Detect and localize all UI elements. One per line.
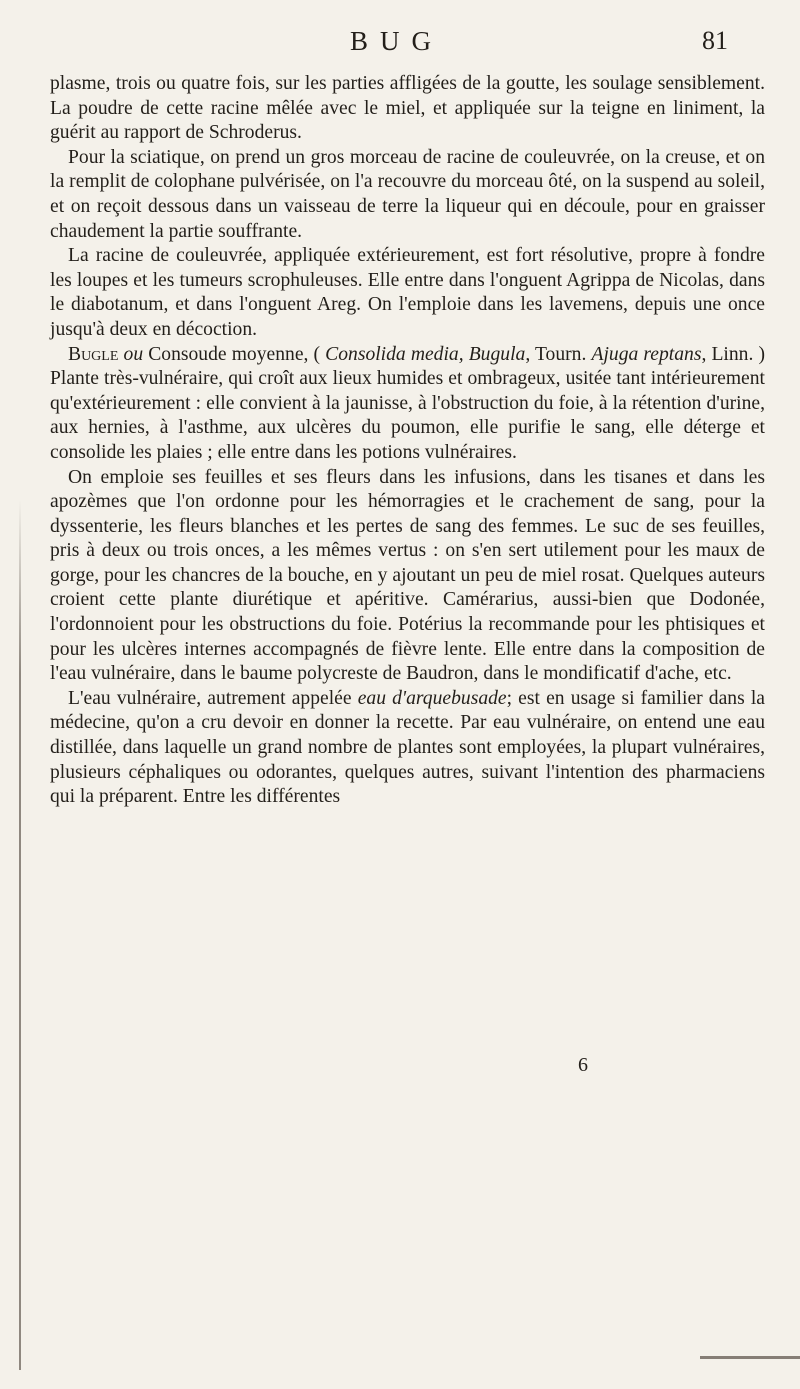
bugle-intro: Consoude moyenne, (	[148, 343, 321, 365]
paragraph-sciatique: Pour la sciatique, on prend un gros morceau de racine de couleuvrée, on la creuse, et on la remplit de colophane pulvérisée, on l'a recouvre du morceau ôté, on la suspend au soleil, et on reçoit dessous dans un vaisseau de terre la liqueur qui en découle, pour en graisser chaudement la partie souffrante.	[50, 146, 765, 242]
paragraph-emploi: On emploie ses feuilles et ses fleurs dans les infusions, dans les tisanes et dans les apozèmes que l'on ordonne pour les hémorragies et le crachement de sang, pour la dyssenterie, les fleurs blanches et les pertes de sang des femmes. Le suc de ses feuilles, pris à deux ou trois onces, a les mêmes vertus : on s'en sert utilement pour les maux de gorge, pour les chancres de la bouche, en y ajoutant un peu de miel rosat. Quelques auteurs croient cette plante diurétique et apéritive. Camérarius, aussi-bien que Dodonée, l'ordonnoient pour les obstructions du foie. Potérius la recommande pour les phtisiques et pour les ulcères internes accompagnés de fièvre lente. Elle entre dans la composition de l'eau vulnéraire, dans le baume polycreste de Baudron, dans le mondificatif d'ache, etc.	[50, 466, 765, 685]
paragraph-goutte: plasme, trois ou quatre fois, sur les parties affligées de la goutte, les soulage sensiblement. La poudre de cette racine mêlée avec le miel, et appliquée sur la teigne en liniment, la guérit au rapport de Schroderus.	[50, 73, 765, 144]
eau-intro: L'eau vulnéraire, autrement appelée	[68, 687, 352, 709]
entry-term-bugle: Bugle	[68, 343, 119, 365]
page-header	[0, 26, 800, 66]
signature-mark: 6	[578, 1054, 588, 1076]
paragraph-bugle	[50, 343, 765, 466]
running-head: BUG	[350, 26, 444, 56]
body-text	[50, 72, 765, 810]
paragraph-racine: La racine de couleuvrée, appliquée extérieurement, est fort résolutive, propre à fondre les loupes et les tumeurs scrophuleuses. Elle entre dans l'onguent Agrippa de Nicolas, dans le diabotanum, et dans l'onguent Areg. On l'emploie dans les lavemens, depuis une once jusqu'à deux en décoction.	[50, 245, 765, 340]
bugle-latin-name: Consolida media, Bugula	[325, 343, 526, 365]
bugle-ou: ou	[123, 343, 144, 365]
bugle-linnaean-name: Ajuga reptans	[591, 343, 702, 365]
page-edge-line	[700, 1356, 800, 1359]
page-number: 81	[702, 26, 728, 55]
bugle-description: , Linn. ) Plante très-vulnéraire, qui croît aux lieux humides et ombrageux, usitée tant intérieurement qu'extérieurement : elle convient à la jaunisse, à l'obstruction du foie, à la rétention d'urine, aux hernies, à l'asthme, aux ulcères du poumon, elle purifie le sang, elle déterge et consolide les plaies ; elle entre dans les potions vulnéraires.	[50, 343, 765, 463]
paragraph-eau-vulneraire	[50, 687, 765, 810]
binding-shadow	[19, 500, 21, 1370]
eau-description: ; est en usage si familier dans la médecine, qu'on a cru devoir en donner la recette. Par eau vulnéraire, on entend une eau distillée, dans laquelle un grand nombre de plantes sont employées, la plupart vulnéraires, plusieurs céphaliques ou odorantes, quelques autres, suivant l'intention des pharmaciens qui la préparent. Entre les différentes	[50, 687, 765, 808]
eau-arquebusade: eau d'arquebusade	[357, 687, 507, 709]
bugle-tourn: , Tourn.	[525, 343, 587, 365]
